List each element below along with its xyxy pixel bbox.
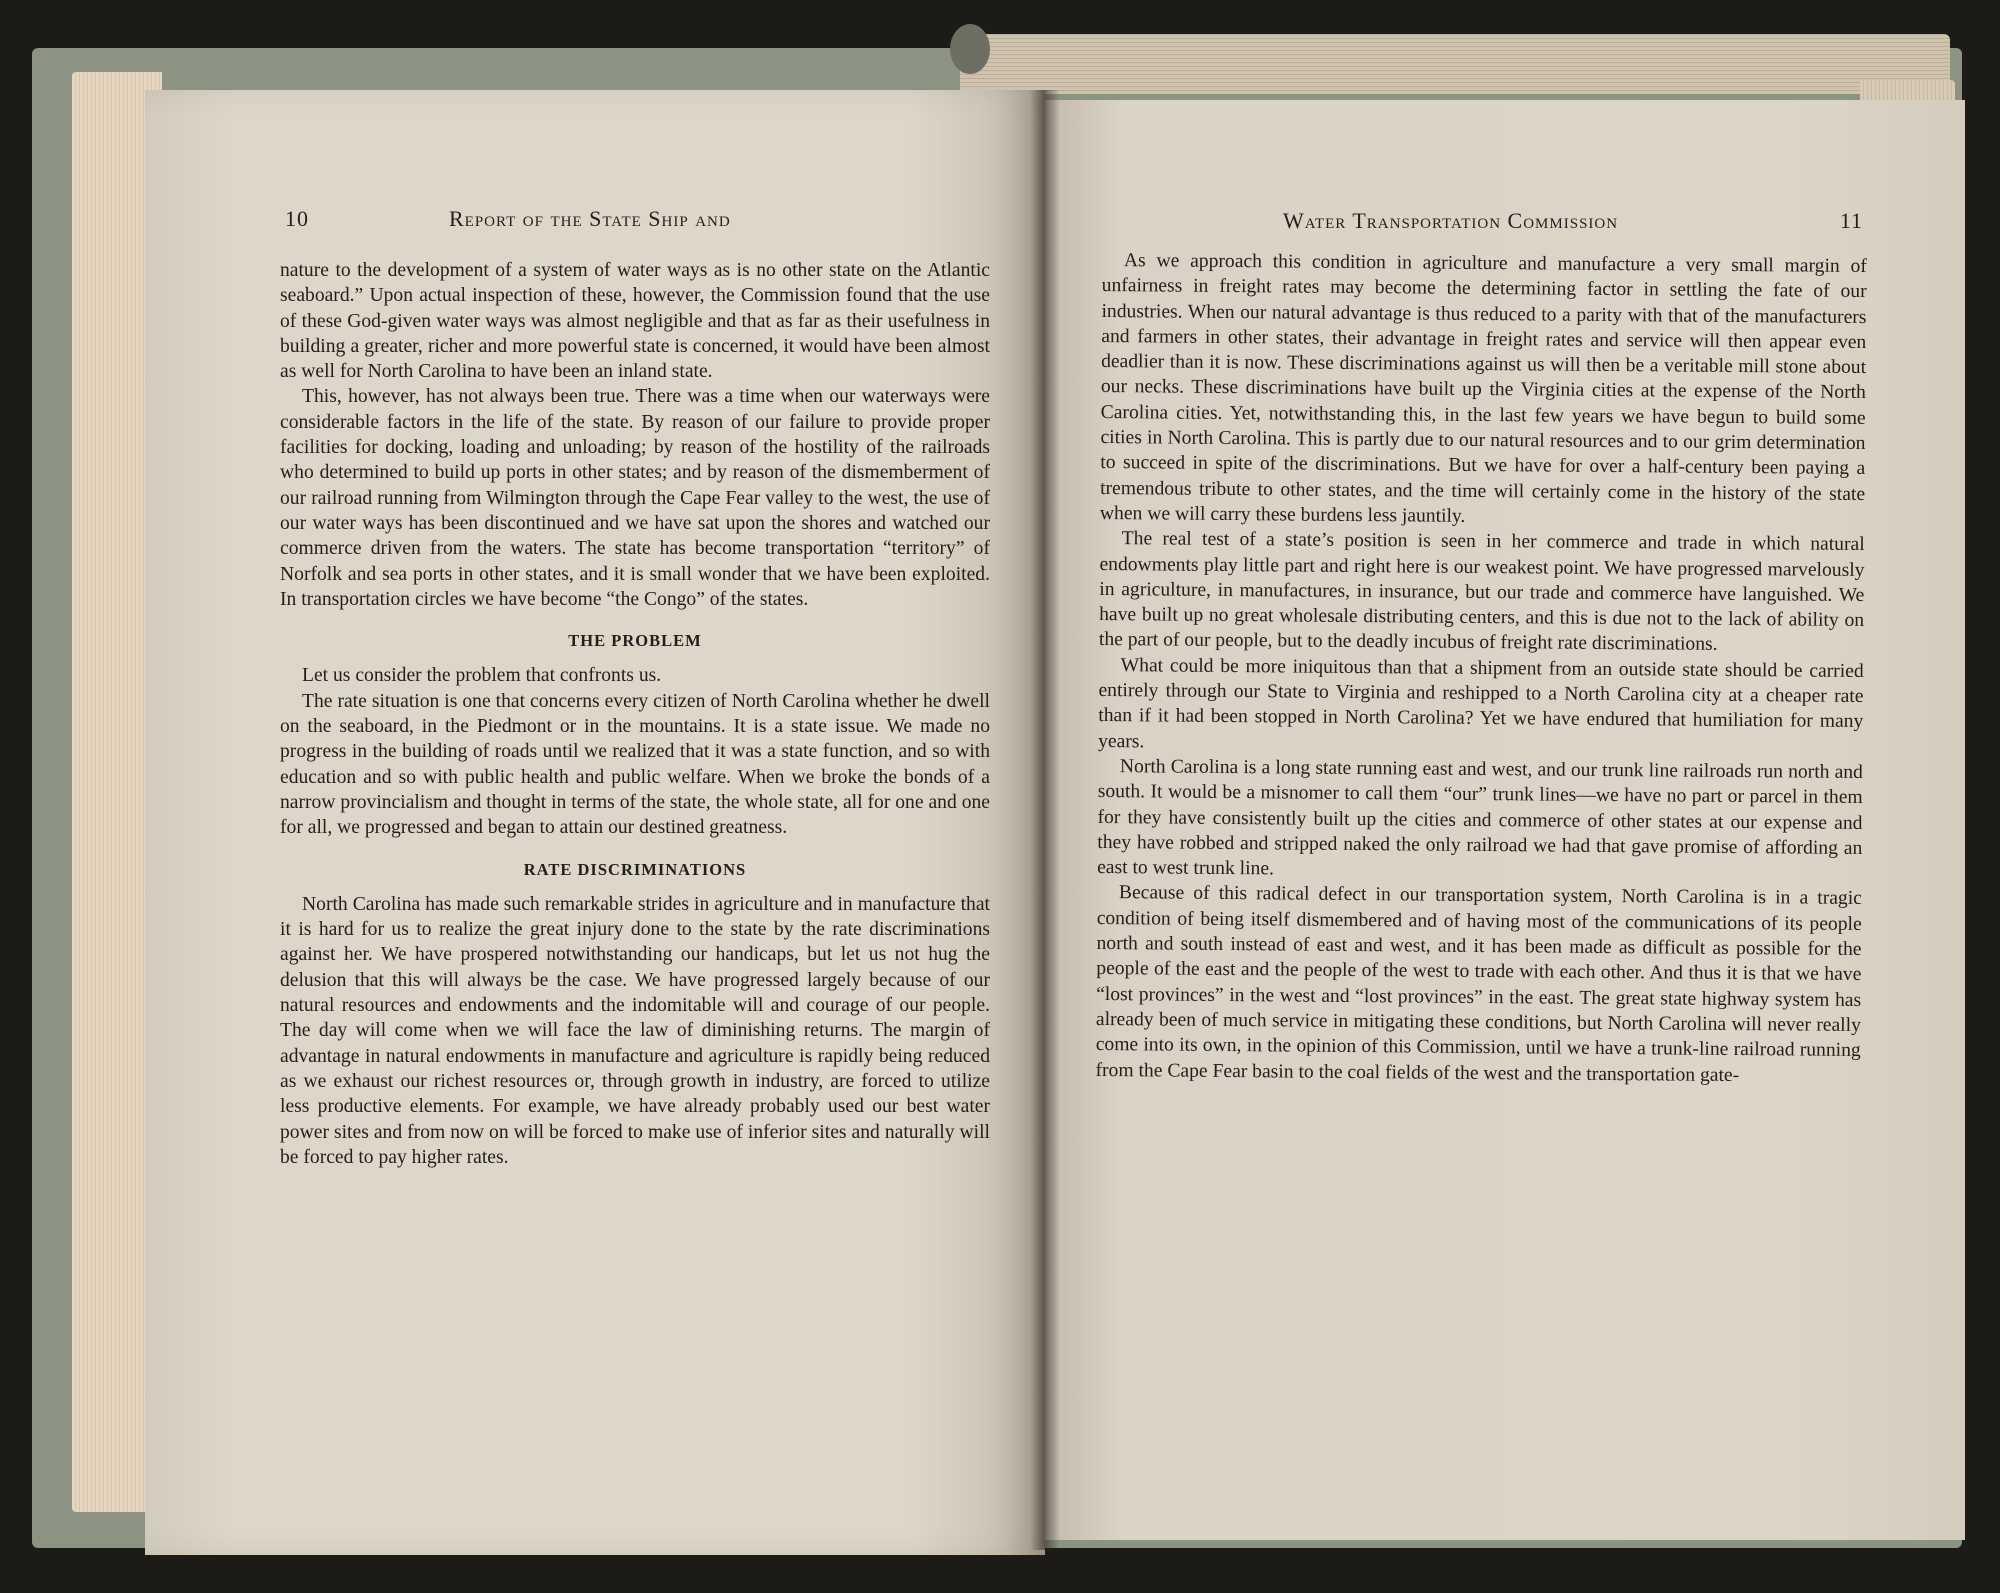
paragraph: The real test of a state’s position is seen in her commerce and trade in which natural endowments play little part and right here is our weakest point. We have progressed marvelously in agriculture, in manufactures, in insurance, but our trade and commerce have languished. We have built up no great wholesale distributing centers, and this is due not to the lack of ability on the part of our people, but to the deadly incubus of freight rate discriminations. — [1098, 528, 1865, 656]
left-page-number: 10 — [285, 206, 309, 231]
right-page-number: 11 — [1839, 208, 1863, 233]
paragraph: nature to the development of a system of water ways as is no other state on the Atlantic seaboard.” Upon actual inspection of these, however, the Commission found that the use of these God-given water ways was almost negligible and that as far as their usefulness in building a greater, richer and more powerful state is concerned, it would have been almost as well for North Carolina to have been an inland state. — [280, 260, 990, 383]
right-running-head — [1283, 208, 1863, 234]
paragraph: Because of this radical defect in our transportation system, North Carolina is in a tragic condition of being itself dismembered and of having most of the communications of its people north and south instead of east and west, and it has been made as difficult as possible for the people of the east and the people of the west to trade with each other. And thus it is that we have “lost provinces” in the west and “lost provinces” in the east. The great state highway system has already been of much service in mitigating these conditions, but North Carolina will never really come into its own, in the opinion of this Commission, until we have a trunk-line railroad running from the Cape Fear basin to the coal fields of the west and the transportation gate- — [1095, 882, 1862, 1086]
book-gutter — [1030, 90, 1060, 1550]
left-page-text — [280, 258, 990, 1170]
spine-curl — [950, 24, 990, 74]
paragraph: North Carolina has made such remarkable strides in agriculture and in manufacture that it is hard for us to realize the great injury done to the state by the rate discriminations against her. We have prospered notwithstanding our handicaps, but let us not hug the delusion that this will always be the case. We have progressed largely because of our natural resources and endowments and the indomitable will and courage of our people. The day will come when we will face the law of diminishing returns. The margin of advantage in natural endowments in manufacture and agriculture is rapidly being reduced as we exhaust our richest resources or, through growth in industry, are forced to utilize less productive elements. For example, we have already probably used our best water power sites and from now on will be forced to make use of inferior sites and naturally will be forced to pay higher rates. — [280, 893, 990, 1168]
paragraph: North Carolina is a long state running east and west, and our trunk line railroads run north and south. It would be a misnomer to call them “our” trunk lines—we have no part or parcel in them for they have consistently built up the cities and commerce of other states at our expense and they have robbed and stripped naked the only railroad we had that gave promise of affording an east to west trunk line. — [1097, 756, 1863, 880]
paragraph: The rate situation is one that concerns every citizen of North Carolina whether he dwell on the seaboard, in the Piedmont or in the mountains. It is a state issue. We made no progress in the building of roads until we realized that it was a state function, and so with education and so with public health and public welfare. When we broke the bonds of a narrow provincialism and thought in terms of the state, the whole state, all for one and one for all, we progressed and began to attain our destined greatness. — [280, 690, 990, 839]
paragraph: Let us consider the problem that confronts us. — [302, 665, 662, 687]
paragraph: What could be more iniquitous than that a shipment from an outside state should be carried entirely through our State to Virginia and reshipped to a North Carolina city at a cheaper rate than if it had been stopped in North Carolina? Yet we have endured that humiliation for many years. — [1098, 654, 1864, 752]
right-page — [1045, 100, 1965, 1540]
page-block-top-edge — [960, 34, 1950, 94]
left-running-head — [285, 206, 985, 232]
paragraph: This, however, has not always been true. There was a time when our waterways were considerable factors in the life of the state. By reason of our failure to provide proper facilities for docking, loading and unloading; by reason of the hostility of the railroads who determined to build up ports in other states; and by reason of the dismemberment of our railroad running from Wilmington through the Cape Fear valley to the west, the use of our water ways has been discontinued and we have sat upon the shores and watched our commerce driven from the waters. The state has become transportation “territory” of Norfolk and sea ports in other states, and it is small wonder that we have been exploited. In transportation circles we have become “the Congo” of the states. — [280, 386, 990, 610]
right-page-text — [1095, 248, 1867, 1089]
section-heading: RATE DISCRIMINATIONS — [523, 859, 747, 879]
section-heading: THE PROBLEM — [568, 631, 702, 651]
left-running-title: Report of the State Ship and — [449, 206, 731, 231]
paragraph: As we approach this condition in agriculture and manufacture a very small margin of unfairness in freight rates may become the determining factor in settling the fate of our industries. When our natural advantage is thus reduced to a parity with that of the manufacturers and farmers in other states, their advantage in freight rates and service will then appear even deadlier than it is now. These discriminations against us will then be a veritable mill stone about our necks. These discriminations have built up the Virginia cities at the expense of the North Carolina cities. Yet, notwithstanding this, in the last few years we have begun to build some cities in North Carolina. This is partly due to our natural resources and to our grim determination to succeed in spite of the discriminations. But we have for over a half-century been paying a tremendous tribute to other states, and the time will certainly come in the history of the state when we will carry these burdens less jauntily. — [1099, 250, 1867, 527]
right-running-title: Water Transportation Commission — [1283, 208, 1619, 233]
left-page — [145, 90, 1045, 1555]
